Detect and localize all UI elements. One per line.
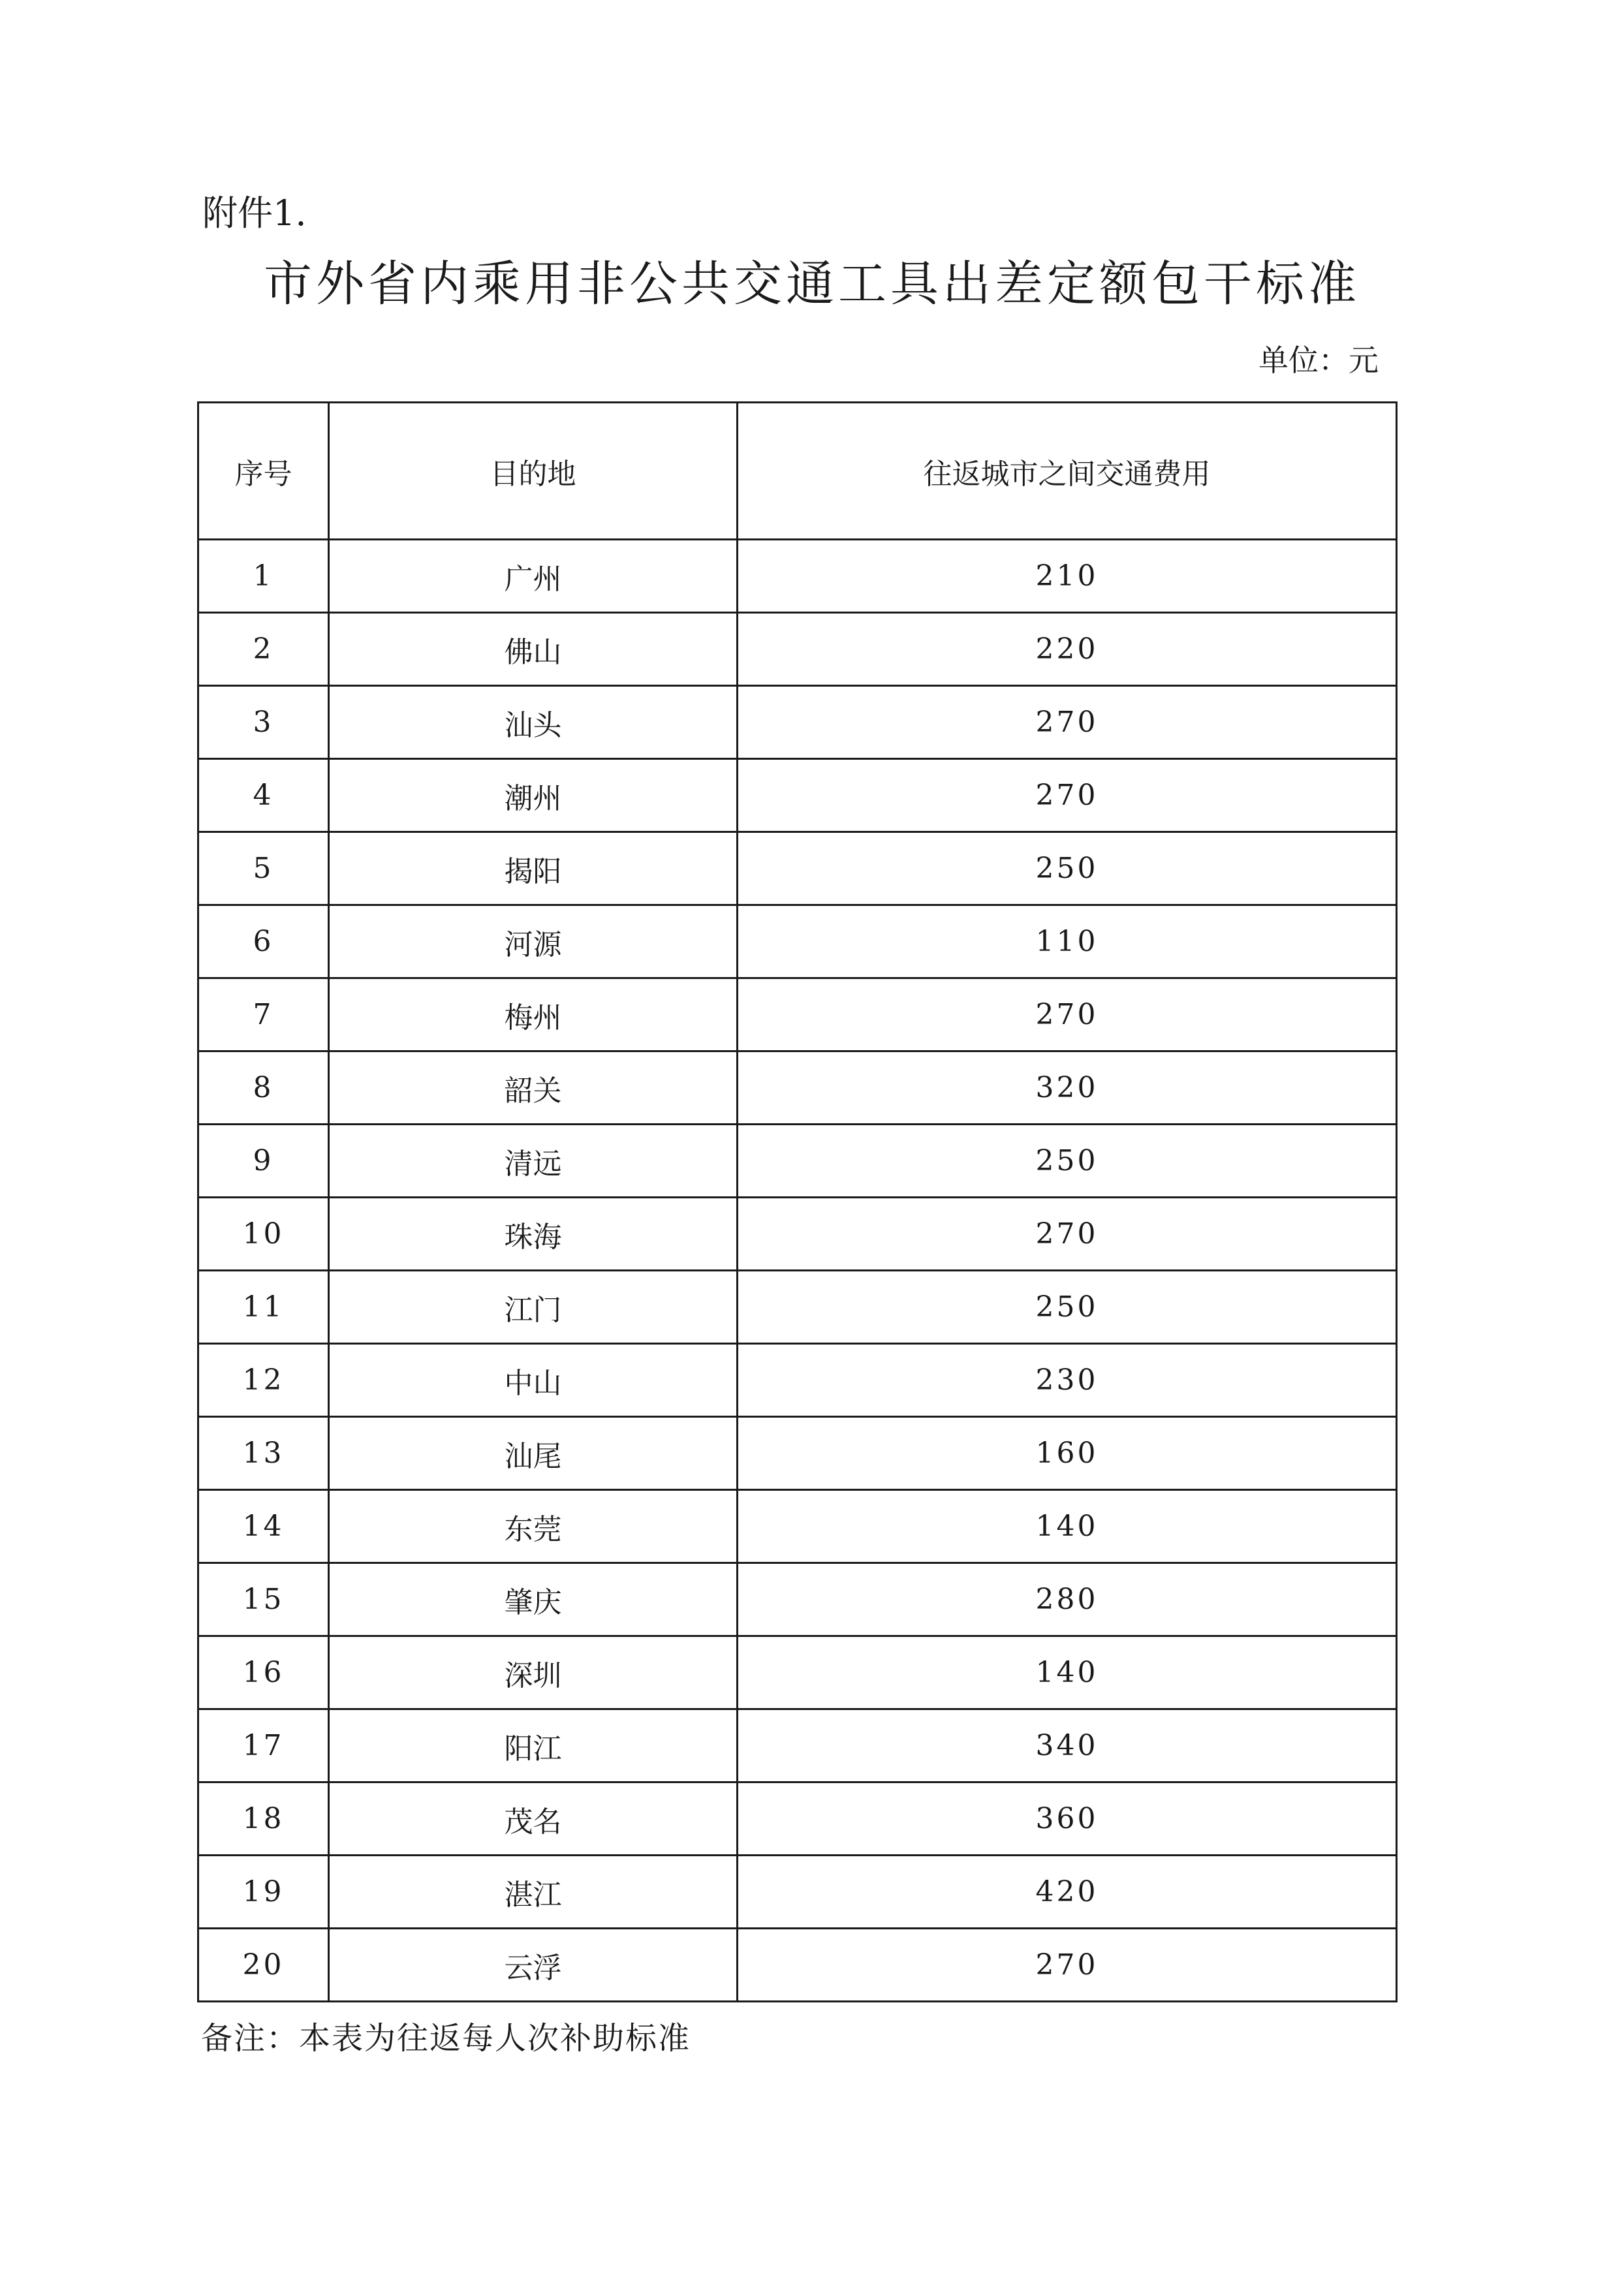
- table-row: [198, 1563, 1397, 1636]
- table-row: [198, 686, 1397, 759]
- cell-serial-number: 2: [198, 613, 329, 686]
- travel-fee-table: [197, 401, 1398, 2002]
- table-row: [198, 1198, 1397, 1271]
- cell-fee: 280: [738, 1563, 1397, 1636]
- cell-serial-number: 10: [198, 1198, 329, 1271]
- cell-fee: 340: [738, 1709, 1397, 1782]
- header-round-trip-fee: 往返城市之间交通费用: [738, 403, 1397, 540]
- header-serial-number: 序号: [198, 403, 329, 540]
- cell-destination: 汕头: [329, 686, 738, 759]
- cell-destination: 揭阳: [329, 832, 738, 905]
- table-row: [198, 832, 1397, 905]
- table-row: [198, 1490, 1397, 1563]
- table-row: [198, 540, 1397, 613]
- cell-serial-number: 1: [198, 540, 329, 613]
- cell-serial-number: 4: [198, 759, 329, 832]
- table-row: [198, 1636, 1397, 1709]
- footnote: 备注：本表为往返每人次补助标准: [201, 2020, 691, 2057]
- cell-destination: 深圳: [329, 1636, 738, 1709]
- document-title: 市外省内乘用非公共交通工具出差定额包干标准: [264, 256, 1360, 312]
- cell-destination: 珠海: [329, 1198, 738, 1271]
- cell-serial-number: 15: [198, 1563, 329, 1636]
- table-row: [198, 1929, 1397, 2002]
- cell-fee: 270: [738, 686, 1397, 759]
- cell-destination: 梅州: [329, 978, 738, 1051]
- cell-serial-number: 6: [198, 905, 329, 978]
- cell-destination: 清远: [329, 1125, 738, 1198]
- table-header-row: [198, 403, 1397, 540]
- cell-destination: 汕尾: [329, 1417, 738, 1490]
- cell-destination: 广州: [329, 540, 738, 613]
- cell-serial-number: 3: [198, 686, 329, 759]
- cell-fee: 160: [738, 1417, 1397, 1490]
- table-row: [198, 759, 1397, 832]
- cell-serial-number: 12: [198, 1344, 329, 1417]
- cell-serial-number: 5: [198, 832, 329, 905]
- table-row: [198, 613, 1397, 686]
- cell-fee: 320: [738, 1051, 1397, 1125]
- cell-fee: 270: [738, 1929, 1397, 2002]
- cell-fee: 250: [738, 1271, 1397, 1344]
- cell-serial-number: 17: [198, 1709, 329, 1782]
- cell-serial-number: 19: [198, 1856, 329, 1929]
- table-row: [198, 1271, 1397, 1344]
- cell-fee: 110: [738, 905, 1397, 978]
- table-row: [198, 1709, 1397, 1782]
- cell-destination: 佛山: [329, 613, 738, 686]
- cell-serial-number: 20: [198, 1929, 329, 2002]
- cell-fee: 420: [738, 1856, 1397, 1929]
- cell-serial-number: 16: [198, 1636, 329, 1709]
- cell-fee: 140: [738, 1490, 1397, 1563]
- cell-fee: 250: [738, 1125, 1397, 1198]
- cell-fee: 270: [738, 759, 1397, 832]
- cell-destination: 云浮: [329, 1929, 738, 2002]
- cell-serial-number: 13: [198, 1417, 329, 1490]
- cell-destination: 江门: [329, 1271, 738, 1344]
- header-destination: 目的地: [329, 403, 738, 540]
- cell-serial-number: 11: [198, 1271, 329, 1344]
- table-row: [198, 1417, 1397, 1490]
- cell-fee: 250: [738, 832, 1397, 905]
- cell-destination: 湛江: [329, 1856, 738, 1929]
- cell-fee: 210: [738, 540, 1397, 613]
- cell-destination: 茂名: [329, 1782, 738, 1856]
- cell-serial-number: 18: [198, 1782, 329, 1856]
- cell-destination: 河源: [329, 905, 738, 978]
- attachment-label: 附件1.: [202, 193, 307, 234]
- cell-serial-number: 9: [198, 1125, 329, 1198]
- table-body: [198, 540, 1397, 2002]
- table-row: [198, 978, 1397, 1051]
- cell-fee: 270: [738, 978, 1397, 1051]
- table-row: [198, 1344, 1397, 1417]
- cell-fee: 220: [738, 613, 1397, 686]
- cell-destination: 中山: [329, 1344, 738, 1417]
- cell-destination: 韶关: [329, 1051, 738, 1125]
- cell-fee: 360: [738, 1782, 1397, 1856]
- table-row: [198, 1051, 1397, 1125]
- cell-destination: 东莞: [329, 1490, 738, 1563]
- table-row: [198, 1125, 1397, 1198]
- cell-fee: 270: [738, 1198, 1397, 1271]
- cell-destination: 阳江: [329, 1709, 738, 1782]
- cell-destination: 潮州: [329, 759, 738, 832]
- table-row: [198, 905, 1397, 978]
- unit-label: 单位：元: [1258, 343, 1379, 378]
- table-row: [198, 1856, 1397, 1929]
- table-row: [198, 1782, 1397, 1856]
- cell-serial-number: 14: [198, 1490, 329, 1563]
- cell-fee: 140: [738, 1636, 1397, 1709]
- cell-fee: 230: [738, 1344, 1397, 1417]
- cell-serial-number: 8: [198, 1051, 329, 1125]
- cell-serial-number: 7: [198, 978, 329, 1051]
- cell-destination: 肇庆: [329, 1563, 738, 1636]
